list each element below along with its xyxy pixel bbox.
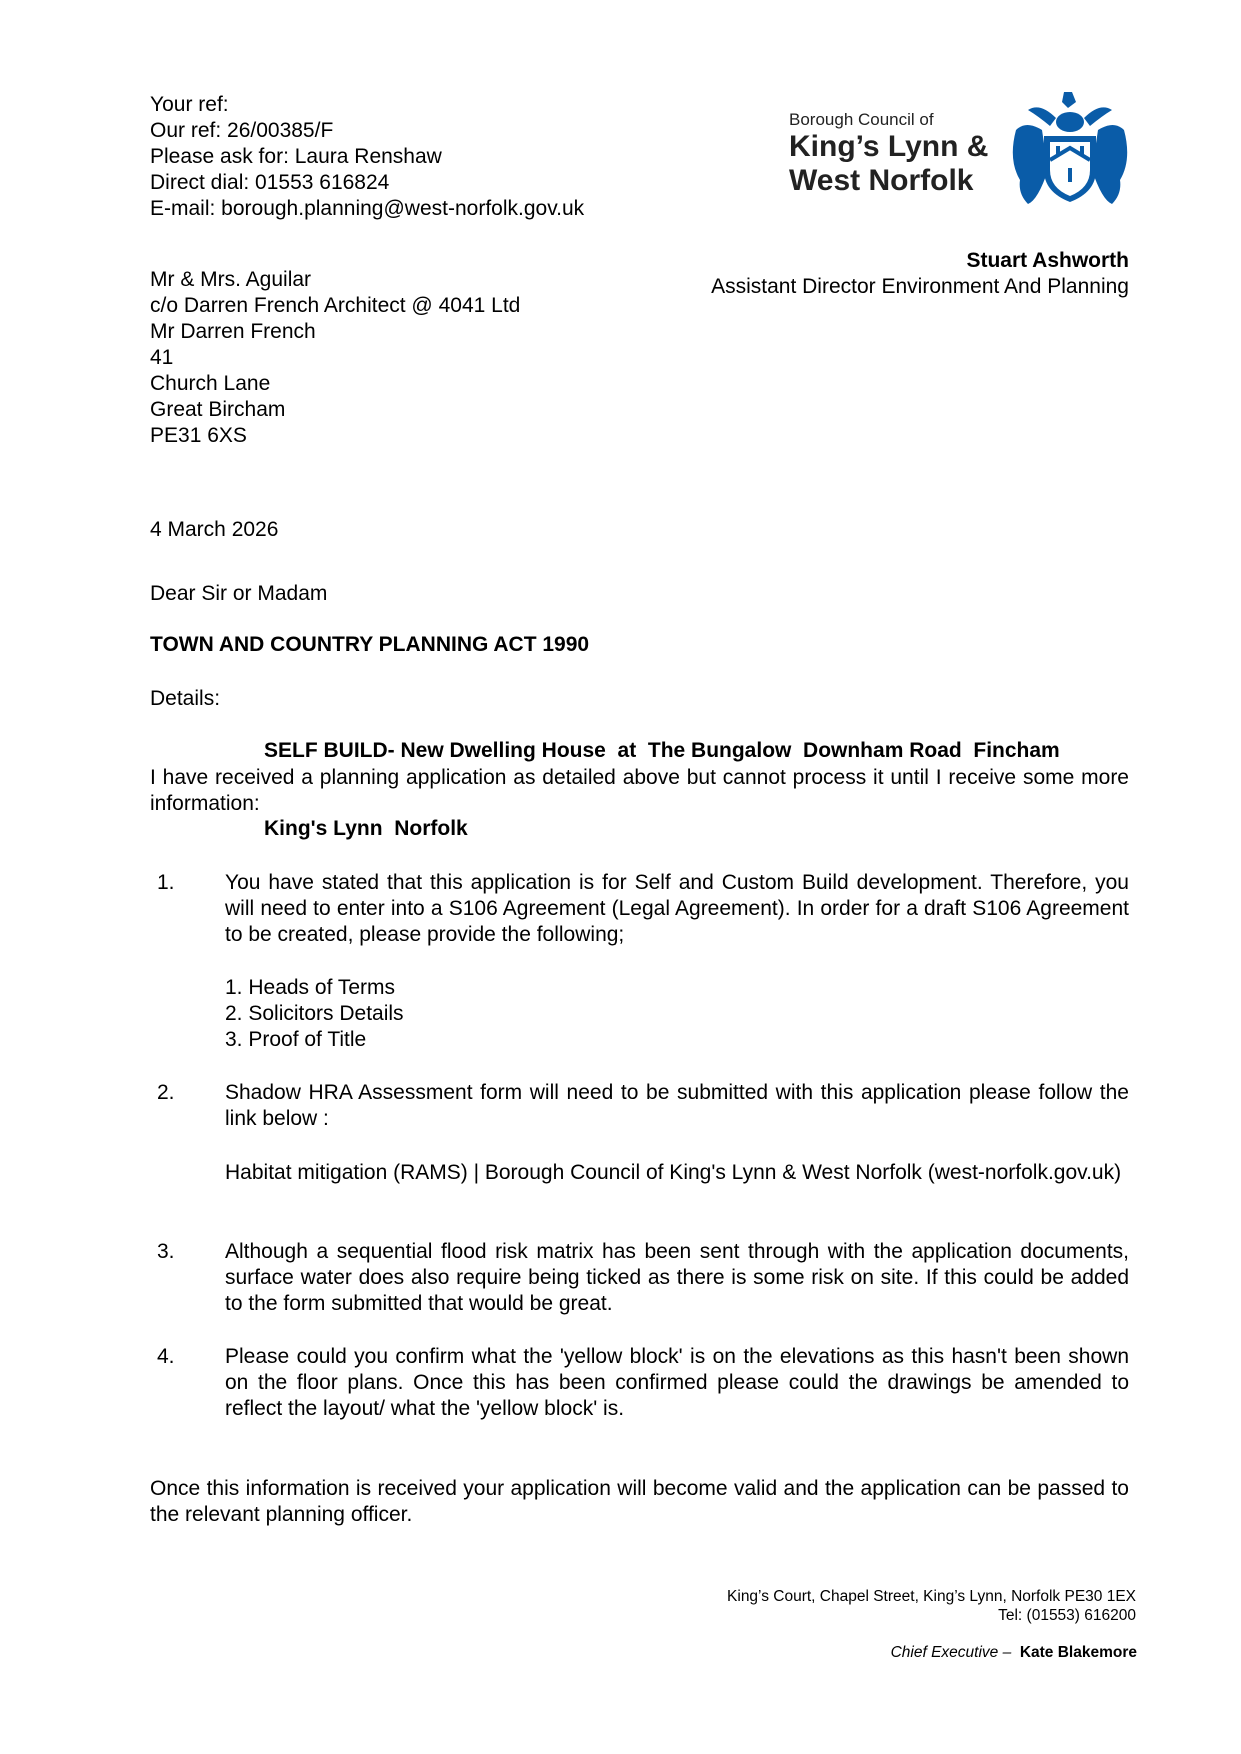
item-number: 4.: [157, 1345, 175, 1368]
address-line: 41: [150, 346, 174, 369]
chief-executive-label: Chief Executive –: [890, 1644, 1016, 1661]
details-label: Details:: [150, 687, 221, 710]
signatory-block: [711, 248, 1129, 300]
your-ref: Your ref:: [150, 93, 229, 116]
address-line: PE31 6XS: [150, 424, 247, 447]
item-text: Shadow HRA Assessment form will need to be submitted with this application please follow the link below :: [225, 1081, 1129, 1130]
signatory-name: Stuart Ashworth: [966, 249, 1129, 272]
direct-dial: Direct dial: 01553 616824: [150, 171, 390, 194]
item-text: You have stated that this application is for Self and Custom Build development. Therefore, you will need to enter into a S106 Agreement (Legal Agreement). In order for a draft S106 Agreement to be created, please provide the following;: [225, 871, 1129, 946]
logo-line-1: Borough Council of: [789, 110, 934, 129]
address-line: Great Bircham: [150, 398, 286, 421]
logo-line-3: West Norfolk: [789, 164, 974, 197]
address-line: Mr Darren French: [150, 320, 316, 343]
address-line: c/o Darren French Architect @ 4041 Ltd: [150, 294, 521, 317]
chief-executive: [891, 1643, 1137, 1662]
intro-paragraph: I have received a planning application as detailed above but cannot process it until I receive some more information:: [150, 766, 1129, 815]
sub-list-item: 1. Heads of Terms: [225, 976, 396, 999]
reference-block: [150, 92, 584, 222]
details-line-1: SELF BUILD- New Dwelling House at The Bungalow Downham Road Fincham: [264, 739, 1060, 762]
item-text: Please could you confirm what the 'yellow block' is on the elevations as this hasn't been shown on the floor plans. Once this has been confirmed please could the drawings be amended to reflect the layout/ what the 'yellow block' is.: [225, 1345, 1129, 1420]
signatory-title: Assistant Director Environment And Planning: [711, 275, 1129, 298]
details-line-2: King's Lynn Norfolk: [264, 817, 468, 840]
sub-list-item: 3. Proof of Title: [225, 1028, 367, 1051]
closing-paragraph: Once this information is received your application will become valid and the application can be passed to the relevant planning officer.: [150, 1477, 1129, 1526]
council-logo-text: [789, 110, 988, 198]
email: E-mail: borough.planning@west-norfolk.gov.uk: [150, 197, 585, 220]
footer-address-line: King’s Court, Chapel Street, King’s Lynn, Norfolk PE30 1EX: [727, 1588, 1136, 1605]
item-number: 3.: [157, 1240, 175, 1263]
letter-date: 4 March 2026: [150, 518, 279, 541]
sub-list: [225, 975, 404, 1053]
address-line: Church Lane: [150, 372, 271, 395]
our-ref: Our ref: 26/00385/F: [150, 119, 334, 142]
logo-line-2: King’s Lynn &: [789, 130, 989, 163]
rams-link[interactable]: Habitat mitigation (RAMS) | Borough Council of King's Lynn & West Norfolk (west-norfolk.gov.uk): [225, 1161, 1122, 1184]
footer-tel: Tel: (01553) 616200: [998, 1607, 1136, 1624]
salutation: Dear Sir or Madam: [150, 582, 328, 605]
sub-list-item: 2. Solicitors Details: [225, 1002, 404, 1025]
recipient-address: [150, 267, 520, 449]
act-heading: TOWN AND COUNTRY PLANNING ACT 1990: [150, 633, 590, 656]
footer-address: [727, 1587, 1136, 1625]
chief-executive-name: Kate Blakemore: [1019, 1644, 1137, 1661]
item-number: 1.: [157, 871, 175, 894]
ask-for: Please ask for: Laura Renshaw: [150, 145, 442, 168]
address-line: Mr & Mrs. Aguilar: [150, 268, 312, 291]
coat-of-arms-icon: [1008, 90, 1132, 208]
item-text: Although a sequential flood risk matrix has been sent through with the application documents, surface water does also require being ticked as there is some risk on site. If this could be added to the form submitted that would be great.: [225, 1240, 1129, 1315]
item-number: 2.: [157, 1081, 175, 1104]
